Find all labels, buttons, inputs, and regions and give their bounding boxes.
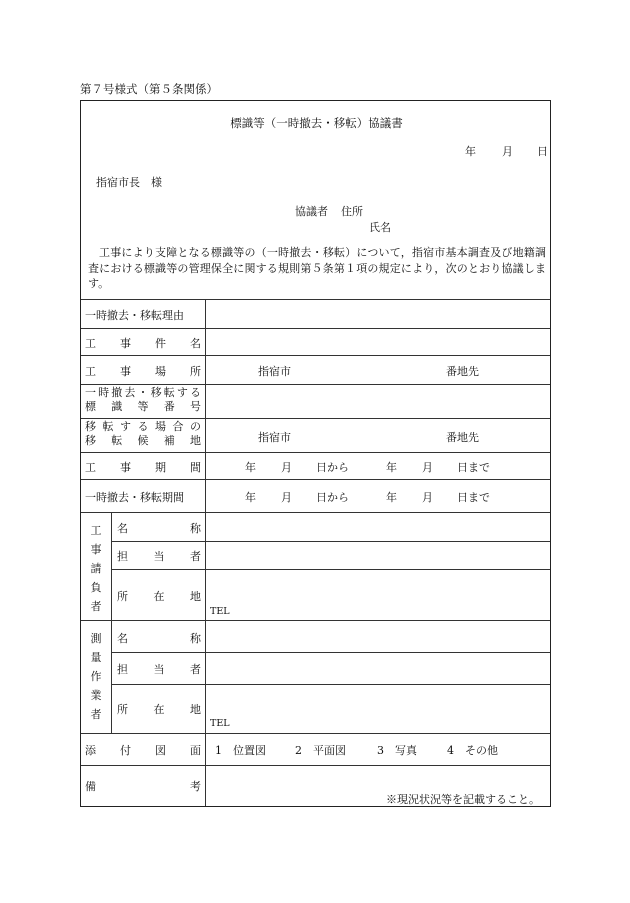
- work-place-city: 指宿市: [258, 365, 291, 378]
- work-period-label: 工 事 期 間: [85, 461, 201, 474]
- marker-number-label: 一 時 撤 去 ・ 移 転 す る 標 識 等 番 号: [85, 386, 201, 413]
- applicant-label: 協議者: [295, 205, 328, 218]
- date-year: 年: [465, 145, 476, 158]
- contractor-name-label: 名 称: [117, 522, 201, 535]
- removal-period-year: 年: [245, 491, 256, 504]
- contractor-location-label: 所 在 地: [117, 590, 201, 603]
- applicant-address-label: 住所: [341, 205, 363, 218]
- relocation-label: 移 転 す る 場 合 の 移 転 候 補 地: [85, 420, 201, 447]
- attachment-plan: 2 平面図: [295, 744, 346, 757]
- surveyor-tel-label: TEL: [210, 718, 230, 729]
- work-place-suffix: 番地先: [446, 365, 479, 378]
- removal-period-month-end: 月: [422, 491, 433, 504]
- reason-label: 一時撤去・移転理由: [85, 309, 184, 322]
- surveyor-group-label: 測 量 作 業 者: [90, 632, 102, 721]
- contractor-person-label: 担 当 者: [117, 550, 201, 563]
- surveyor-location-label: 所 在 地: [117, 703, 201, 716]
- removal-period-from: 日から: [316, 491, 349, 504]
- intro-text: 工事により支障となる標識等の（一時撤去・移転）について，指宿市基本調査及び地籍調査における標識等の管理保全に関する規則第５条第１項の規定により，次のとおり協議します。: [88, 246, 546, 290]
- contractor-tel-label: TEL: [210, 606, 230, 617]
- attachment-other: 4 その他: [447, 744, 498, 757]
- removal-period-year-end: 年: [386, 491, 397, 504]
- attachment-photo: 3 写真: [377, 744, 417, 757]
- relocation-city: 指宿市: [258, 431, 291, 444]
- work-period-month: 月: [281, 461, 292, 474]
- form-number: 第７号様式（第５条関係）: [80, 82, 218, 96]
- remarks-label: 備 考: [85, 780, 201, 793]
- contractor-group-label: 工 事 請 負 者: [90, 524, 102, 613]
- work-period-year-end: 年: [386, 461, 397, 474]
- removal-period-to: 日まで: [457, 491, 490, 504]
- work-place-label: 工 事 場 所: [85, 365, 201, 378]
- work-period-year: 年: [245, 461, 256, 474]
- work-name-label: 工 事 件 名: [85, 337, 201, 350]
- date-day: 日: [537, 145, 548, 158]
- date-month: 月: [502, 145, 513, 158]
- form-title: 標識等（一時撤去・移転）協議書: [230, 116, 403, 130]
- remarks-note: ※現況状況等を記載すること。: [386, 793, 540, 806]
- relocation-suffix: 番地先: [446, 431, 479, 444]
- work-period-to: 日まで: [457, 461, 490, 474]
- removal-period-label: 一時撤去・移転期間: [85, 491, 184, 504]
- attachments-label: 添 付 図 面: [85, 744, 201, 757]
- removal-period-month: 月: [281, 491, 292, 504]
- surveyor-name-label: 名 称: [117, 632, 201, 645]
- work-period-from: 日から: [316, 461, 349, 474]
- attachment-location-map: 1 位置図: [215, 744, 266, 757]
- addressee: 指宿市長 様: [96, 176, 162, 189]
- applicant-name-label: 氏名: [369, 221, 391, 234]
- surveyor-person-label: 担 当 者: [117, 663, 201, 676]
- consultation-form: [80, 100, 551, 807]
- work-period-month-end: 月: [422, 461, 433, 474]
